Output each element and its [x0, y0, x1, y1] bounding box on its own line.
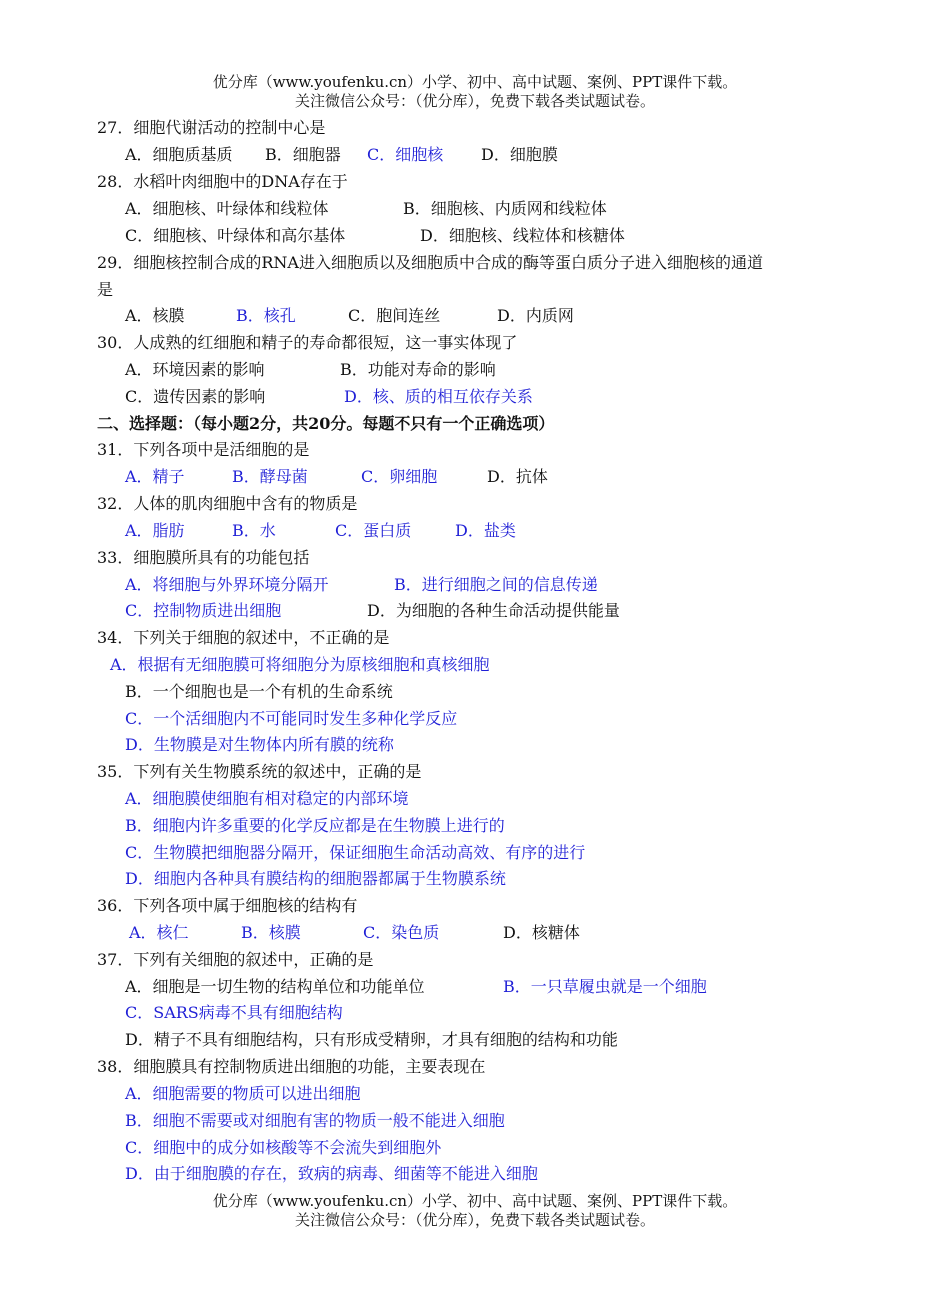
page-footer-line1: 优分库（www.youfenku.cn）小学、初中、高中试题、案例、PPT课件下载。 — [212, 1192, 738, 1210]
q28-option-c: C．细胞核、叶绿体和高尔基体 — [125, 226, 346, 245]
q31-option-a: A．精子 — [125, 467, 185, 486]
q37-option-d: D．精子不具有细胞结构，只有形成受精卵，才具有细胞的结构和功能 — [125, 1030, 618, 1049]
q28-stem: 28．水稻叶肉细胞中的DNA存在于 — [97, 172, 348, 191]
q37-option-b: B．一只草履虫就是一个细胞 — [503, 977, 707, 996]
q31-option-d: D．抗体 — [487, 467, 548, 486]
q33-option-a: A．将细胞与外界环境分隔开 — [125, 575, 329, 594]
q32-option-c: C．蛋白质 — [335, 521, 412, 540]
q32-option-a: A．脂肪 — [125, 521, 185, 540]
q34-option-d: D．生物膜是对生物体内所有膜的统称 — [125, 735, 394, 754]
q28-option-d: D．细胞核、线粒体和核糖体 — [420, 226, 625, 245]
q30-option-a: A．环境因素的影响 — [125, 360, 265, 379]
q30-stem: 30．人成熟的红细胞和精子的寿命都很短，这一事实体现了 — [97, 333, 518, 352]
q37-option-a: A．细胞是一切生物的结构单位和功能单位 — [125, 977, 425, 996]
page-footer-line2: 关注微信公众号：（优分库），免费下载各类试题试卷。 — [294, 1211, 655, 1229]
q35-option-d: D．细胞内各种具有膜结构的细胞器都属于生物膜系统 — [125, 869, 506, 888]
q29-option-a: A．核膜 — [125, 306, 185, 325]
q34-stem: 34．下列关于细胞的叙述中，不正确的是 — [97, 628, 390, 647]
q35-option-a: A．细胞膜使细胞有相对稳定的内部环境 — [125, 789, 409, 808]
q31-stem: 31．下列各项中是活细胞的是 — [97, 440, 310, 459]
page-header-line1: 优分库（www.youfenku.cn）小学、初中、高中试题、案例、PPT课件下载。 — [212, 73, 738, 91]
q30-option-d: D．核、质的相互依存关系 — [344, 387, 533, 406]
q29-stem: 29．细胞核控制合成的RNA进入细胞质以及细胞质中合成的酶等蛋白质分子进入细胞核的通道 — [97, 253, 763, 272]
q37-option-c: C．SARS病毒不具有细胞结构 — [125, 1003, 343, 1022]
q28-option-b: B．细胞核、内质网和线粒体 — [403, 199, 607, 218]
q38-stem: 38．细胞膜具有控制物质进出细胞的功能，主要表现在 — [97, 1057, 486, 1076]
q27-option-c — [367, 144, 443, 166]
q31-option-c: C．卵细胞 — [361, 467, 438, 486]
page-header-line2: 关注微信公众号：（优分库），免费下载各类试题试卷。 — [294, 92, 655, 110]
q36-option-d: D．核糖体 — [503, 923, 580, 942]
q38-option-c: C．细胞中的成分如核酸等不会流失到细胞外 — [125, 1138, 442, 1157]
q33-option-d: D．为细胞的各种生命活动提供能量 — [367, 601, 620, 620]
q31-option-b: B．酵母菌 — [232, 467, 308, 486]
q29-option-b: B．核孔 — [236, 306, 296, 325]
q27-option-a: A．细胞质基质 — [125, 145, 233, 164]
q32-stem: 32．人体的肌肉细胞中含有的物质是 — [97, 494, 358, 513]
q29-option-c: C．胞间连丝 — [348, 306, 441, 325]
q34-option-b: B．一个细胞也是一个有机的生命系统 — [125, 682, 393, 701]
q38-option-a: A．细胞需要的物质可以进出细胞 — [125, 1084, 361, 1103]
q33-option-c: C．控制物质进出细胞 — [125, 601, 282, 620]
q30-option-b: B．功能对寿命的影响 — [340, 360, 496, 379]
q32-option-d: D．盐类 — [455, 521, 516, 540]
q34-option-a: A．根据有无细胞膜可将细胞分为原核细胞和真核细胞 — [110, 655, 490, 674]
q27-stem: 27．细胞代谢活动的控制中心是 — [97, 118, 326, 137]
q30-option-c: C．遗传因素的影响 — [125, 387, 266, 406]
q35-option-b: B．细胞内许多重要的化学反应都是在生物膜上进行的 — [125, 816, 505, 835]
q35-option-c: C．生物膜把细胞器分隔开，保证细胞生命活动高效、有序的进行 — [125, 843, 586, 862]
q34-option-c: C．一个活细胞内不可能同时发生多种化学反应 — [125, 709, 458, 728]
q36-option-a: A．核仁 — [129, 923, 189, 942]
q36-option-c: C．染色质 — [363, 923, 440, 942]
q38-option-b: B．细胞不需要或对细胞有害的物质一般不能进入细胞 — [125, 1111, 505, 1130]
q32-option-b: B．水 — [232, 521, 276, 540]
q28-option-a: A．细胞核、叶绿体和线粒体 — [125, 199, 329, 218]
q27-option-c-text: C．细胞核 — [367, 145, 444, 164]
q33-option-b: B．进行细胞之间的信息传递 — [394, 575, 598, 594]
q35-stem: 35．下列有关生物膜系统的叙述中，正确的是 — [97, 762, 422, 781]
q36-option-b: B．核膜 — [241, 923, 301, 942]
q36-stem: 36．下列各项中属于细胞核的结构有 — [97, 896, 358, 915]
q29-stem-continued: 是 — [97, 280, 114, 299]
q33-stem: 33．细胞膜所具有的功能包括 — [97, 548, 310, 567]
q27-option-d: D．细胞膜 — [481, 145, 558, 164]
q27-option-b: B．细胞器 — [265, 145, 341, 164]
q38-option-d: D．由于细胞膜的存在，致病的病毒、细菌等不能进入细胞 — [125, 1164, 538, 1183]
q29-option-d: D．内质网 — [497, 306, 574, 325]
section-2-title: 二、选择题：（每小题2分，共20分。每题不只有一个正确选项） — [97, 414, 555, 433]
q37-stem: 37．下列有关细胞的叙述中，正确的是 — [97, 950, 374, 969]
